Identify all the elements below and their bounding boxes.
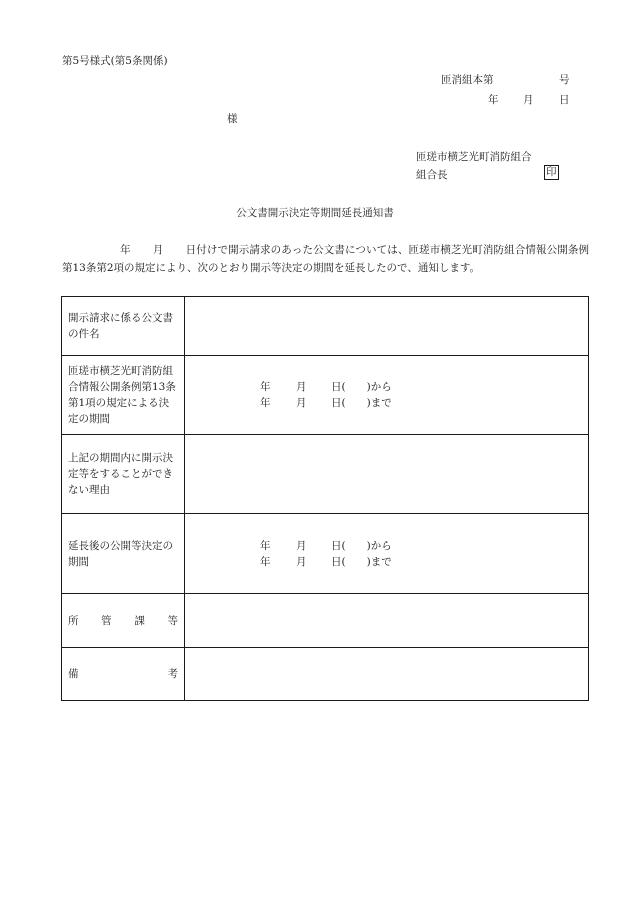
period-month: 月 <box>296 555 307 568</box>
period-year: 年 <box>260 539 271 552</box>
document-number-prefix: 匝消組本第 <box>441 74 494 86</box>
table-row <box>62 356 589 435</box>
period-day-from: 日( )から <box>331 539 392 552</box>
table-value-extended-period <box>185 514 589 594</box>
table-row <box>62 514 589 594</box>
extended-from-line <box>185 538 588 554</box>
period-day-to: 日( )まで <box>331 555 392 568</box>
form-number: 第5号様式(第5条関係) <box>62 55 168 67</box>
table-row <box>62 648 589 701</box>
period-year: 年 <box>260 381 271 393</box>
department-char: 管 <box>101 614 112 627</box>
extended-to-line <box>185 554 588 570</box>
table-value-reason <box>185 435 589 514</box>
department-char: 所 <box>68 614 79 627</box>
body-paragraph <box>62 241 589 277</box>
period-to-line <box>185 395 588 411</box>
table-row <box>62 594 589 648</box>
issue-date-month: 月 <box>523 94 534 106</box>
body-month: 月 <box>152 244 164 256</box>
table-row <box>62 435 589 514</box>
table-label-extended-period: 延長後の公開等決定の期間 <box>62 514 185 594</box>
body-year: 年 <box>120 244 131 256</box>
table-label-department <box>62 594 185 648</box>
period-from-line <box>185 379 588 395</box>
document-title: 公文書開示決定等期間延長通知書 <box>236 207 394 219</box>
period-year: 年 <box>260 397 271 409</box>
period-year: 年 <box>260 555 271 568</box>
form-table <box>61 296 589 701</box>
table-value-remarks <box>185 648 589 701</box>
table-value-subject <box>185 297 589 356</box>
seal-stamp: 印 <box>546 166 557 178</box>
period-day-to: 日( )まで <box>331 397 392 409</box>
department-char: 課 <box>134 614 145 627</box>
remarks-char: 考 <box>167 668 178 680</box>
department-char: 等 <box>167 614 178 627</box>
table-value-department <box>185 594 589 648</box>
table-label-reason: 上記の期間内に開示決定等をすることができない理由 <box>62 435 185 514</box>
table-label-decision-period: 匝瑳市横芝光町消防組合情報公開条例第13条第1項の規定による決定の期間 <box>62 356 185 435</box>
issuer-organization: 匝瑳市横芝光町消防組合 <box>416 151 532 163</box>
table-value-decision-period <box>185 356 589 435</box>
period-month: 月 <box>296 539 307 552</box>
table-label-subject: 開示請求に係る公文書の件名 <box>62 297 185 356</box>
body-text: 日付けで開示請求のあった公文書については、匝瑳市横芝光町消防組合情報公開条例第13条第2項の規定により、次のとおり開示等決定の期間を延長したので、通知します。 <box>62 244 590 274</box>
period-month: 月 <box>296 381 307 393</box>
table-label-remarks <box>62 648 185 701</box>
period-month: 月 <box>296 397 307 409</box>
issuer-title: 組合長 <box>416 169 448 181</box>
remarks-char: 備 <box>68 668 79 680</box>
document-number-suffix: 号 <box>559 74 570 86</box>
table-row <box>62 297 589 356</box>
addressee-suffix: 様 <box>227 113 238 125</box>
issue-date-year: 年 <box>488 94 499 106</box>
issue-date-day: 日 <box>559 94 570 106</box>
period-day-from: 日( )から <box>331 381 392 393</box>
